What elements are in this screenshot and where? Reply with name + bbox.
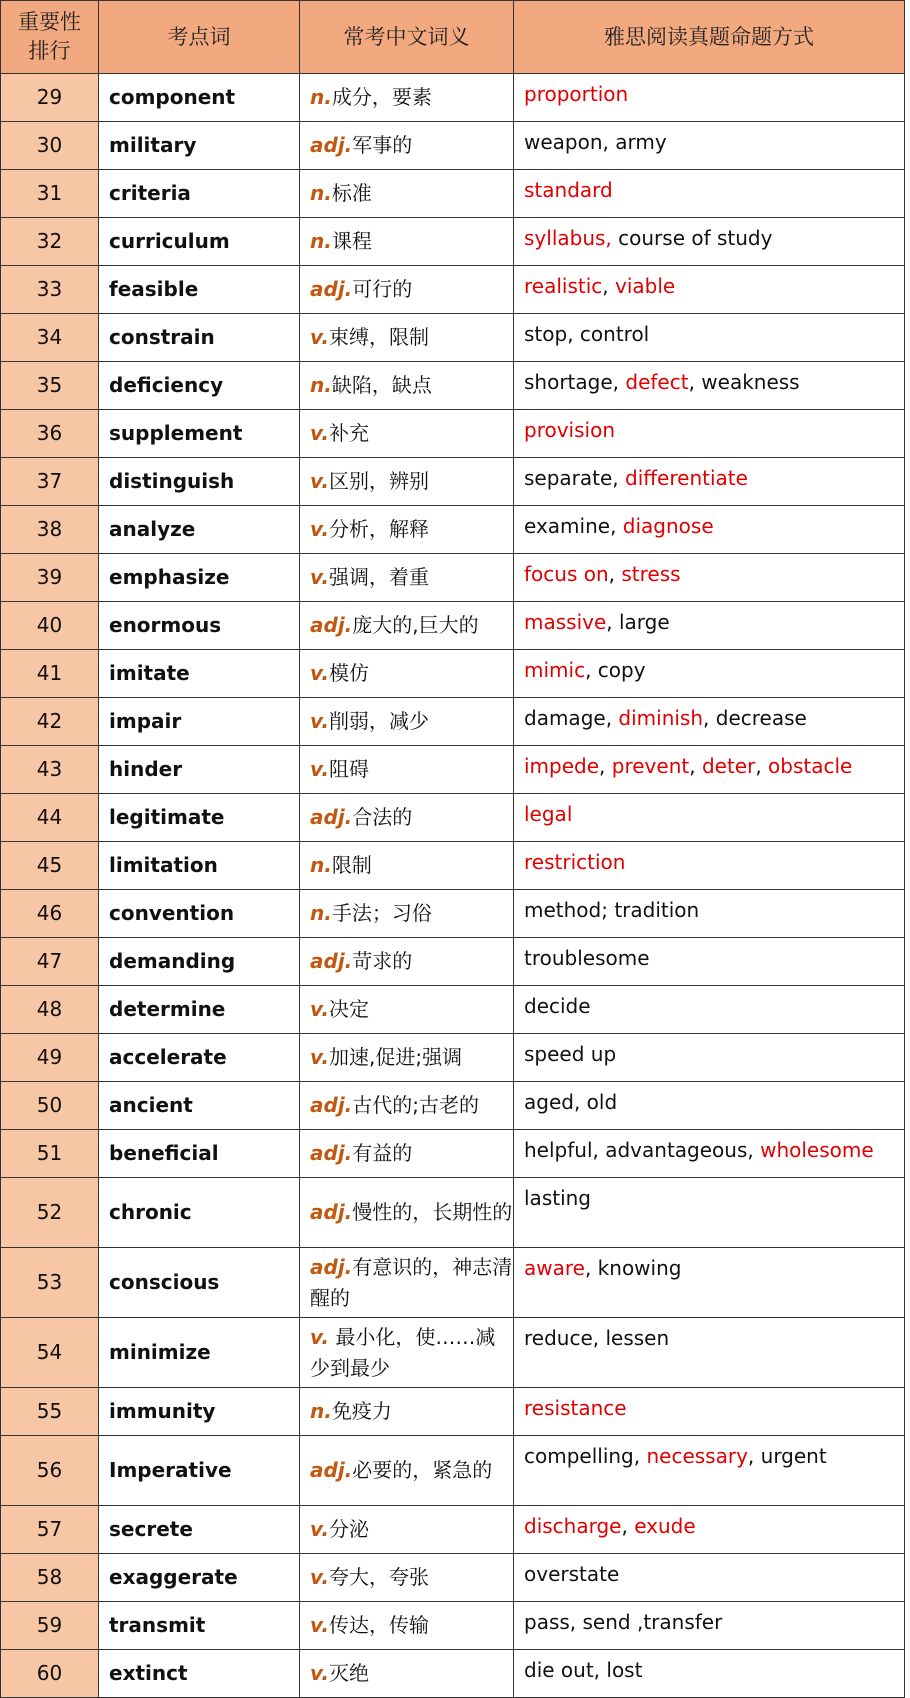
synonyms-cell [514, 698, 905, 746]
rank-cell: 35 [1, 362, 99, 410]
table-row [1, 554, 905, 602]
word-cell: minimize [99, 1318, 300, 1388]
synonym-highlighted: focus on [524, 562, 609, 586]
synonyms-cell [514, 1248, 905, 1318]
meaning-cell [300, 1554, 514, 1602]
meaning-cell [300, 842, 514, 890]
rank-cell: 32 [1, 218, 99, 266]
synonyms-cell [514, 170, 905, 218]
synonym-text: decide [524, 994, 591, 1018]
synonyms-cell [514, 1178, 905, 1248]
word-cell: limitation [99, 842, 300, 890]
part-of-speech: n. [310, 853, 332, 877]
meaning-cell [300, 890, 514, 938]
word-cell: determine [99, 986, 300, 1034]
table-row [1, 266, 905, 314]
meaning-text: 模仿 [329, 661, 370, 685]
meaning-text: 苛求的 [352, 949, 413, 973]
synonym-highlighted: massive [524, 610, 607, 634]
part-of-speech: v. [310, 1661, 330, 1685]
meaning-text: 有意识的，神志清醒的 [310, 1254, 513, 1310]
synonym-highlighted: wholesome [760, 1138, 874, 1162]
meaning-cell [300, 938, 514, 986]
synonym-text: helpful, advantageous, [524, 1138, 761, 1162]
synonyms-cell [514, 1130, 905, 1178]
meaning-cell [300, 1506, 514, 1554]
rank-cell: 38 [1, 506, 99, 554]
synonyms-cell [514, 314, 905, 362]
table-row [1, 1034, 905, 1082]
meaning-cell [300, 794, 514, 842]
synonym-text: separate, [524, 466, 626, 490]
header-synonyms: 雅思阅读真题命题方式 [514, 1, 905, 74]
synonym-highlighted: restriction [524, 850, 626, 874]
synonym-highlighted: discharge [524, 1514, 622, 1538]
synonym-text: , decrease [703, 706, 807, 730]
meaning-text: 庞大的,巨大的 [352, 613, 479, 637]
meaning-text: 慢性的，长期性的 [352, 1200, 513, 1224]
synonym-text: damage, [524, 706, 619, 730]
word-cell: accelerate [99, 1034, 300, 1082]
synonyms-cell [514, 1082, 905, 1130]
word-cell: ancient [99, 1082, 300, 1130]
meaning-text: 免疫力 [331, 1399, 392, 1423]
synonym-text: , [621, 1514, 635, 1538]
part-of-speech: v. [310, 1565, 330, 1589]
meaning-cell [300, 986, 514, 1034]
meaning-text: 加速,促进;强调 [329, 1045, 463, 1069]
word-cell: curriculum [99, 218, 300, 266]
part-of-speech: v. [310, 421, 330, 445]
header-meaning: 常考中文词义 [300, 1, 514, 74]
synonym-highlighted: stress [621, 562, 681, 586]
synonym-text: , [602, 274, 615, 298]
table-row [1, 1178, 905, 1248]
synonym-highlighted: necessary [646, 1444, 748, 1468]
synonym-text: , [599, 754, 612, 778]
table-row [1, 1554, 905, 1602]
synonym-highlighted: diagnose [622, 514, 714, 538]
table-row [1, 698, 905, 746]
rank-cell: 48 [1, 986, 99, 1034]
synonym-highlighted: diminish [618, 706, 704, 730]
rank-cell: 43 [1, 746, 99, 794]
meaning-cell [300, 602, 514, 650]
header-row [1, 1, 905, 74]
meaning-cell [300, 1130, 514, 1178]
word-cell: feasible [99, 266, 300, 314]
part-of-speech: v. [310, 661, 330, 685]
word-cell: supplement [99, 410, 300, 458]
rank-cell: 41 [1, 650, 99, 698]
synonyms-cell [514, 986, 905, 1034]
meaning-text: 分泌 [329, 1517, 370, 1541]
table-row [1, 602, 905, 650]
synonym-highlighted: mimic [524, 658, 586, 682]
meaning-text: 古代的;古老的 [352, 1093, 480, 1117]
table-row [1, 314, 905, 362]
synonym-text: speed up [524, 1042, 617, 1066]
rank-cell: 57 [1, 1506, 99, 1554]
rank-cell: 59 [1, 1602, 99, 1650]
synonym-text: examine, [524, 514, 623, 538]
part-of-speech: v. [310, 325, 330, 349]
meaning-cell [300, 1602, 514, 1650]
meaning-cell [300, 1388, 514, 1436]
rank-cell: 52 [1, 1178, 99, 1248]
synonyms-cell [514, 1034, 905, 1082]
meaning-text: 缺陷，缺点 [331, 373, 432, 397]
synonym-highlighted: impede [524, 754, 600, 778]
word-cell: distinguish [99, 458, 300, 506]
synonym-highlighted: exude [634, 1514, 696, 1538]
synonyms-cell [514, 410, 905, 458]
table-row [1, 122, 905, 170]
synonym-highlighted: proportion [524, 82, 629, 106]
table-row [1, 1650, 905, 1698]
synonym-text: , [608, 562, 622, 586]
table-row [1, 1436, 905, 1506]
rank-cell: 31 [1, 170, 99, 218]
synonym-highlighted: standard [524, 178, 613, 202]
rank-cell: 40 [1, 602, 99, 650]
table-row [1, 1082, 905, 1130]
word-cell: secrete [99, 1506, 300, 1554]
table-row [1, 506, 905, 554]
meaning-cell [300, 698, 514, 746]
word-cell: beneficial [99, 1130, 300, 1178]
part-of-speech: adj. [310, 1200, 353, 1224]
rank-cell: 47 [1, 938, 99, 986]
meaning-cell [300, 1178, 514, 1248]
rank-cell: 44 [1, 794, 99, 842]
part-of-speech: adj. [310, 277, 353, 301]
header-word: 考点词 [99, 1, 300, 74]
table-row [1, 1318, 905, 1388]
part-of-speech: v. [310, 709, 330, 733]
meaning-text: 手法；习俗 [331, 901, 432, 925]
rank-cell: 53 [1, 1248, 99, 1318]
synonym-text: course of study [611, 226, 773, 250]
synonym-text: , large [606, 610, 670, 634]
word-cell: conscious [99, 1248, 300, 1318]
meaning-text: 有益的 [352, 1141, 413, 1165]
synonyms-cell [514, 1650, 905, 1698]
synonym-text: method; tradition [524, 898, 700, 922]
rank-cell: 55 [1, 1388, 99, 1436]
synonym-text: stop, control [524, 322, 650, 346]
table-row [1, 1248, 905, 1318]
meaning-cell [300, 554, 514, 602]
meaning-text: 分析，解释 [329, 517, 430, 541]
synonyms-cell [514, 1554, 905, 1602]
rank-cell: 51 [1, 1130, 99, 1178]
synonym-text: , weakness [688, 370, 800, 394]
rank-cell: 46 [1, 890, 99, 938]
synonym-highlighted: syllabus, [524, 226, 612, 250]
meaning-text: 削弱，减少 [329, 709, 430, 733]
synonyms-cell [514, 746, 905, 794]
meaning-text: 补充 [329, 421, 370, 445]
synonym-text: shortage, [524, 370, 626, 394]
word-cell: enormous [99, 602, 300, 650]
table-body [1, 74, 905, 1698]
meaning-cell [300, 410, 514, 458]
word-cell: exaggerate [99, 1554, 300, 1602]
part-of-speech: v. [310, 1045, 330, 1069]
meaning-cell [300, 458, 514, 506]
synonyms-cell [514, 266, 905, 314]
synonyms-cell [514, 362, 905, 410]
rank-cell: 39 [1, 554, 99, 602]
synonym-text: die out, lost [524, 1658, 643, 1682]
rank-cell: 58 [1, 1554, 99, 1602]
synonyms-cell [514, 218, 905, 266]
part-of-speech: adj. [310, 1141, 353, 1165]
header-rank [1, 1, 99, 74]
synonym-text: compelling, [524, 1444, 647, 1468]
synonym-text: reduce, lessen [524, 1326, 670, 1350]
meaning-text: 军事的 [352, 133, 413, 157]
synonyms-cell [514, 1388, 905, 1436]
synonyms-cell [514, 842, 905, 890]
synonyms-cell [514, 1506, 905, 1554]
rank-cell: 29 [1, 74, 99, 122]
synonym-highlighted: obstacle [768, 754, 853, 778]
word-cell: impair [99, 698, 300, 746]
part-of-speech: v. [310, 997, 330, 1021]
table-row [1, 1130, 905, 1178]
part-of-speech: n. [310, 181, 332, 205]
word-cell: demanding [99, 938, 300, 986]
rank-cell: 33 [1, 266, 99, 314]
table-row [1, 986, 905, 1034]
rank-cell: 45 [1, 842, 99, 890]
part-of-speech: n. [310, 901, 332, 925]
synonyms-cell [514, 506, 905, 554]
synonym-text: , [755, 754, 769, 778]
table-row [1, 746, 905, 794]
part-of-speech: n. [310, 85, 332, 109]
table-row [1, 842, 905, 890]
word-cell: chronic [99, 1178, 300, 1248]
part-of-speech: v. [310, 565, 330, 589]
meaning-text: 传达，传输 [329, 1613, 430, 1637]
table-row [1, 410, 905, 458]
synonym-text: aged, old [524, 1090, 618, 1114]
meaning-cell [300, 506, 514, 554]
table-row [1, 458, 905, 506]
meaning-cell [300, 1082, 514, 1130]
meaning-cell [300, 1034, 514, 1082]
part-of-speech: adj. [310, 1093, 353, 1117]
rank-cell: 37 [1, 458, 99, 506]
part-of-speech: adj. [310, 805, 353, 829]
table-row [1, 362, 905, 410]
synonyms-cell [514, 122, 905, 170]
meaning-text: 强调，着重 [329, 565, 430, 589]
part-of-speech: adj. [310, 133, 353, 157]
meaning-text: 束缚，限制 [329, 325, 430, 349]
synonyms-cell [514, 458, 905, 506]
meaning-cell [300, 1436, 514, 1506]
rank-cell: 60 [1, 1650, 99, 1698]
synonym-highlighted: differentiate [625, 466, 748, 490]
synonyms-cell [514, 602, 905, 650]
table-row [1, 1602, 905, 1650]
part-of-speech: adj. [310, 613, 353, 637]
meaning-cell [300, 266, 514, 314]
synonym-highlighted: provision [524, 418, 615, 442]
rank-cell: 50 [1, 1082, 99, 1130]
meaning-cell [300, 650, 514, 698]
meaning-text: 必要的，紧急的 [352, 1458, 493, 1482]
synonym-highlighted: viable [615, 274, 676, 298]
word-cell: transmit [99, 1602, 300, 1650]
part-of-speech: v. [310, 469, 330, 493]
table-row [1, 170, 905, 218]
word-cell: Imperative [99, 1436, 300, 1506]
part-of-speech: n. [310, 229, 332, 253]
synonym-text: , knowing [584, 1256, 682, 1280]
meaning-cell [300, 74, 514, 122]
synonyms-cell [514, 74, 905, 122]
word-cell: immunity [99, 1388, 300, 1436]
meaning-cell [300, 1248, 514, 1318]
part-of-speech: v. [310, 757, 330, 781]
part-of-speech: v. [310, 1324, 330, 1349]
rank-cell: 34 [1, 314, 99, 362]
synonym-text: troublesome [524, 946, 650, 970]
synonym-highlighted: realistic [524, 274, 603, 298]
meaning-text: 成分，要素 [331, 85, 432, 109]
word-cell: legitimate [99, 794, 300, 842]
table-row [1, 794, 905, 842]
rank-cell: 49 [1, 1034, 99, 1082]
synonyms-cell [514, 554, 905, 602]
synonym-text: , copy [585, 658, 646, 682]
word-cell: military [99, 122, 300, 170]
meaning-cell [300, 1650, 514, 1698]
meaning-cell [300, 218, 514, 266]
rank-cell: 56 [1, 1436, 99, 1506]
word-cell: extinct [99, 1650, 300, 1698]
synonym-text: , [689, 754, 702, 778]
table-row [1, 890, 905, 938]
synonyms-cell [514, 794, 905, 842]
word-cell: component [99, 74, 300, 122]
meaning-cell [300, 1318, 514, 1388]
table-row [1, 74, 905, 122]
meaning-cell [300, 170, 514, 218]
word-cell: constrain [99, 314, 300, 362]
synonym-highlighted: resistance [524, 1396, 627, 1420]
header-rank-line1: 重要性 [18, 10, 81, 34]
part-of-speech: n. [310, 373, 332, 397]
table-row [1, 938, 905, 986]
synonym-highlighted: deter [701, 754, 756, 778]
synonyms-cell [514, 890, 905, 938]
synonym-highlighted: aware [524, 1256, 585, 1280]
meaning-text: 标准 [331, 181, 372, 205]
table-row [1, 1506, 905, 1554]
synonym-highlighted: prevent [611, 754, 690, 778]
table-row [1, 1388, 905, 1436]
word-cell: analyze [99, 506, 300, 554]
meaning-cell [300, 746, 514, 794]
rank-cell: 36 [1, 410, 99, 458]
meaning-cell [300, 314, 514, 362]
part-of-speech: v. [310, 517, 330, 541]
word-cell: convention [99, 890, 300, 938]
synonyms-cell [514, 1436, 905, 1506]
synonyms-cell [514, 1602, 905, 1650]
synonym-text: weapon, army [524, 130, 667, 154]
synonym-text: lasting [524, 1186, 592, 1210]
meaning-text: 夸大，夸张 [329, 1565, 430, 1589]
meaning-text: 合法的 [352, 805, 413, 829]
synonyms-cell [514, 938, 905, 986]
meaning-text: 可行的 [352, 277, 413, 301]
synonym-highlighted: legal [524, 802, 573, 826]
rank-cell: 54 [1, 1318, 99, 1388]
part-of-speech: v. [310, 1613, 330, 1637]
meaning-text: 限制 [331, 853, 372, 877]
synonyms-cell [514, 650, 905, 698]
part-of-speech: n. [310, 1399, 332, 1423]
meaning-text: 区别，辨别 [329, 469, 430, 493]
word-cell: deficiency [99, 362, 300, 410]
part-of-speech: adj. [310, 949, 353, 973]
header-rank-line2: 排行 [28, 39, 71, 63]
synonym-highlighted: defect [625, 370, 689, 394]
part-of-speech: adj. [310, 1254, 353, 1279]
meaning-cell [300, 122, 514, 170]
part-of-speech: v. [310, 1517, 330, 1541]
meaning-text: 阻碍 [329, 757, 370, 781]
meaning-text: 课程 [331, 229, 372, 253]
meaning-text: 决定 [329, 997, 370, 1021]
table-row [1, 218, 905, 266]
word-cell: imitate [99, 650, 300, 698]
meaning-cell [300, 362, 514, 410]
synonyms-cell [514, 1318, 905, 1388]
synonym-text: pass, send ,transfer [524, 1610, 723, 1634]
synonym-text: overstate [524, 1562, 620, 1586]
rank-cell: 42 [1, 698, 99, 746]
word-cell: hinder [99, 746, 300, 794]
meaning-text: 最小化，使……减少到最少 [310, 1324, 496, 1380]
part-of-speech: adj. [310, 1458, 353, 1482]
table-row [1, 650, 905, 698]
word-cell: emphasize [99, 554, 300, 602]
rank-cell: 30 [1, 122, 99, 170]
word-cell: criteria [99, 170, 300, 218]
synonym-text: , urgent [747, 1444, 827, 1468]
meaning-text: 灭绝 [329, 1661, 370, 1685]
